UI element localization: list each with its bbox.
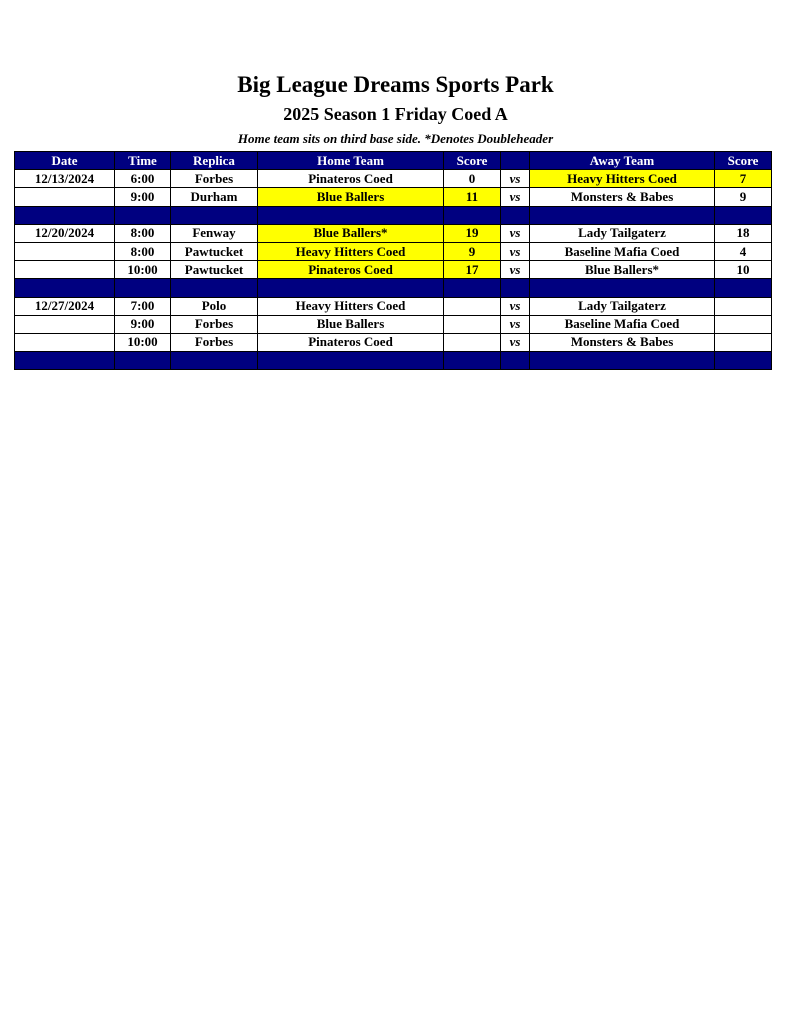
column-header-home-team: Home Team xyxy=(258,152,444,170)
cell-away-team: Heavy Hitters Coed xyxy=(530,170,715,188)
table-row xyxy=(15,333,772,351)
cell-away-score: 4 xyxy=(715,242,772,260)
cell-away-team: Baseline Mafia Coed xyxy=(530,242,715,260)
cell-home-team: Blue Ballers* xyxy=(258,224,444,242)
cell-vs: vs xyxy=(501,170,530,188)
table-row xyxy=(15,170,772,188)
table-row xyxy=(15,224,772,242)
cell-away-score: 10 xyxy=(715,261,772,279)
cell-replica: Pawtucket xyxy=(171,261,258,279)
cell-date xyxy=(15,315,115,333)
separator-cell xyxy=(530,206,715,224)
separator-cell xyxy=(258,352,444,370)
cell-vs: vs xyxy=(501,333,530,351)
separator-cell xyxy=(115,279,171,297)
cell-home-score xyxy=(444,297,501,315)
separator-cell xyxy=(715,279,772,297)
cell-vs: vs xyxy=(501,188,530,206)
cell-replica: Forbes xyxy=(171,333,258,351)
separator-cell xyxy=(530,352,715,370)
cell-home-score: 17 xyxy=(444,261,501,279)
page-subtitle: 2025 Season 1 Friday Coed A xyxy=(283,104,508,124)
cell-replica: Durham xyxy=(171,188,258,206)
cell-home-score: 0 xyxy=(444,170,501,188)
cell-home-team: Blue Ballers xyxy=(258,188,444,206)
separator-cell xyxy=(530,279,715,297)
cell-home-score xyxy=(444,333,501,351)
table-row xyxy=(15,188,772,206)
column-header-away-team: Away Team xyxy=(530,152,715,170)
cell-away-team: Baseline Mafia Coed xyxy=(530,315,715,333)
cell-home-score: 19 xyxy=(444,224,501,242)
separator-cell xyxy=(501,352,530,370)
separator-cell xyxy=(715,352,772,370)
cell-time: 7:00 xyxy=(115,297,171,315)
cell-time: 6:00 xyxy=(115,170,171,188)
cell-date xyxy=(15,333,115,351)
page-title: Big League Dreams Sports Park xyxy=(237,72,554,97)
column-header-replica: Replica xyxy=(171,152,258,170)
table-row xyxy=(15,261,772,279)
cell-date: 12/20/2024 xyxy=(15,224,115,242)
separator-cell xyxy=(258,279,444,297)
separator-cell xyxy=(15,352,115,370)
separator-row xyxy=(15,206,772,224)
cell-date xyxy=(15,242,115,260)
separator-cell xyxy=(171,352,258,370)
cell-away-score: 9 xyxy=(715,188,772,206)
cell-away-score xyxy=(715,315,772,333)
table-row xyxy=(15,297,772,315)
separator-cell xyxy=(171,206,258,224)
cell-home-team: Heavy Hitters Coed xyxy=(258,297,444,315)
cell-time: 9:00 xyxy=(115,188,171,206)
cell-time: 8:00 xyxy=(115,224,171,242)
separator-cell xyxy=(15,206,115,224)
cell-home-team: Pinateros Coed xyxy=(258,261,444,279)
cell-away-team: Monsters & Babes xyxy=(530,188,715,206)
cell-away-team: Blue Ballers* xyxy=(530,261,715,279)
separator-row xyxy=(15,352,772,370)
table-row xyxy=(15,315,772,333)
column-header-time: Time xyxy=(115,152,171,170)
cell-date: 12/13/2024 xyxy=(15,170,115,188)
cell-time: 8:00 xyxy=(115,242,171,260)
cell-home-team: Pinateros Coed xyxy=(258,333,444,351)
column-header-home-score: Score xyxy=(444,152,501,170)
cell-time: 10:00 xyxy=(115,261,171,279)
separator-cell xyxy=(501,206,530,224)
cell-home-score xyxy=(444,315,501,333)
cell-replica: Polo xyxy=(171,297,258,315)
cell-away-team: Lady Tailgaterz xyxy=(530,224,715,242)
page-note: Home team sits on third base side. *Denotes Doubleheader xyxy=(237,131,554,146)
table-header-row xyxy=(15,152,772,170)
schedule-table xyxy=(14,151,772,370)
separator-cell xyxy=(171,279,258,297)
cell-home-score: 11 xyxy=(444,188,501,206)
cell-home-team: Blue Ballers xyxy=(258,315,444,333)
cell-away-team: Monsters & Babes xyxy=(530,333,715,351)
cell-away-score xyxy=(715,297,772,315)
separator-cell xyxy=(444,352,501,370)
column-header-date: Date xyxy=(15,152,115,170)
column-header-away-score: Score xyxy=(715,152,772,170)
cell-home-score: 9 xyxy=(444,242,501,260)
separator-cell xyxy=(444,279,501,297)
table-row xyxy=(15,242,772,260)
cell-vs: vs xyxy=(501,315,530,333)
separator-cell xyxy=(258,206,444,224)
cell-away-team: Lady Tailgaterz xyxy=(530,297,715,315)
cell-home-team: Heavy Hitters Coed xyxy=(258,242,444,260)
cell-date xyxy=(15,188,115,206)
cell-date: 12/27/2024 xyxy=(15,297,115,315)
cell-away-score: 7 xyxy=(715,170,772,188)
cell-away-score: 18 xyxy=(715,224,772,242)
separator-cell xyxy=(501,279,530,297)
cell-vs: vs xyxy=(501,261,530,279)
separator-cell xyxy=(15,279,115,297)
cell-time: 9:00 xyxy=(115,315,171,333)
cell-replica: Fenway xyxy=(171,224,258,242)
cell-home-team: Pinateros Coed xyxy=(258,170,444,188)
cell-time: 10:00 xyxy=(115,333,171,351)
separator-cell xyxy=(444,206,501,224)
separator-cell xyxy=(115,206,171,224)
column-header-vs xyxy=(501,152,530,170)
cell-replica: Forbes xyxy=(171,315,258,333)
separator-cell xyxy=(115,352,171,370)
cell-replica: Pawtucket xyxy=(171,242,258,260)
separator-row xyxy=(15,279,772,297)
cell-vs: vs xyxy=(501,242,530,260)
cell-replica: Forbes xyxy=(171,170,258,188)
cell-away-score xyxy=(715,333,772,351)
separator-cell xyxy=(715,206,772,224)
cell-vs: vs xyxy=(501,297,530,315)
cell-vs: vs xyxy=(501,224,530,242)
cell-date xyxy=(15,261,115,279)
